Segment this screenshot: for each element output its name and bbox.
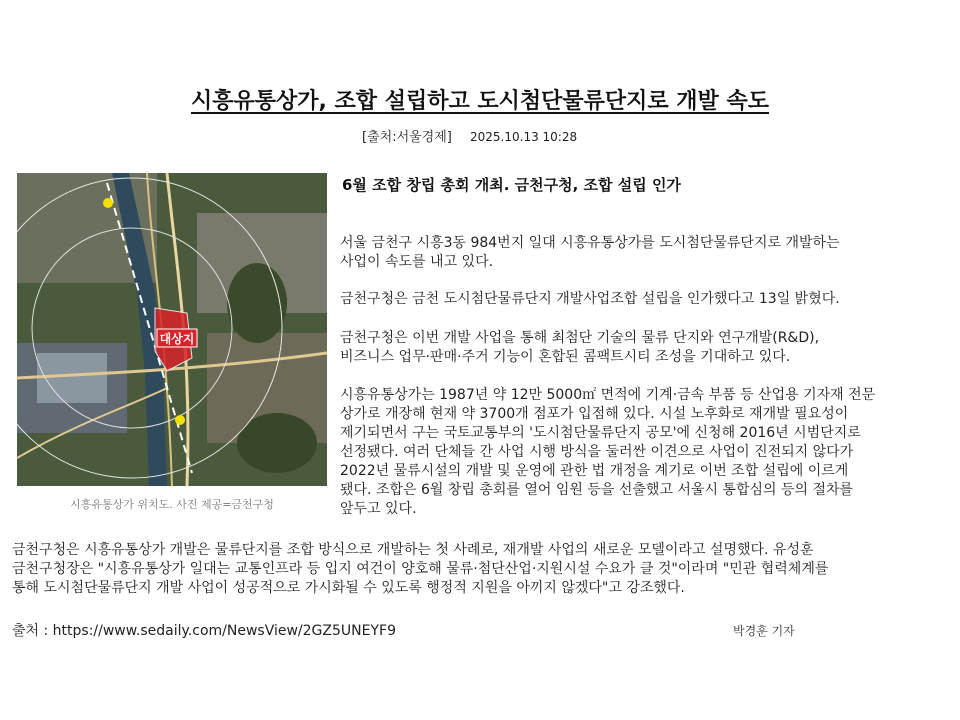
paragraph: 시흥유통상가는 1987년 약 12만 5000㎡ 면적에 기계·금속 부품 등 산업용 기자재 전문 상가로 개장해 현재 약 3700개 점포가 입점해 있다. 시설 노후화로 재개발 필요성이 제기되면서 구는 국토교통부의 '도시첨단물류단지 공모'에 신청해 2016년 시범단지로 선정됐다. 여러 단체들 간 사업 시행 방식을 둘러싼 이견으로 사업이 진전되지 않다가 2022년 물류시설의 개발 및 운영에 관한 법 개정을 계기로 이번 조합 설립에 이르게 됐다. 조합은 6월 창립 총회를 열어 임원 등을 선출했고 서울시 통합심의 등의 절차를 앞두고 있다. (340, 387, 876, 517)
paragraph: 금천구청은 금천 도시첨단물류단지 개발사업조합 설립을 인가했다고 13일 밝혔다. (340, 291, 840, 307)
article-meta (362, 126, 577, 145)
map-target-label: 대상지 (159, 332, 195, 346)
article-date: 2025.10.13 10:28 (470, 130, 578, 144)
article-subheadline: 6월 조합 창립 총회 개최. 금천구청, 조합 설립 인가 (342, 176, 681, 194)
reporter-name: 박경훈 기자 (733, 624, 795, 638)
article-source: [출처:서울경제] (362, 130, 452, 145)
source-link[interactable]: 출처 : https://www.sedaily.com/NewsView/2GZ5UNEYF9 (12, 623, 396, 639)
paragraph: 서울 금천구 시흥3동 984번지 일대 시흥유통상가를 도시첨단물류단지로 개발하는 사업이 속도를 내고 있다. (340, 235, 840, 270)
image-caption: 시흥유통상가 위치도. 사진 제공=금천구청 (70, 498, 274, 511)
location-map-image (17, 173, 327, 486)
closing-paragraph: 금천구청은 시흥유통상가 개발은 물류단지를 조합 방식으로 개발하는 첫 사례로, 재개발 사업의 새로운 모델이라고 설명했다. 유성훈 금천구청장은 "시흥유통상가 일대는 교통인프라 등 입지 여건이 양호해 물류·첨단산업·지원시설 수요가 클 것"이라며 "민관 협력체계를 통해 도시첨단물류단지 개발 사업이 성공적으로 가시화될 수 있도록 행정적 지원을 아끼지 않겠다"고 강조했다. (12, 542, 829, 596)
paragraph: 금천구청은 이번 개발 사업을 통해 최첨단 기술의 물류 단지와 연구개발(R&D), 비즈니스 업무·판매·주거 기능이 혼합된 콤팩트시티 조성을 기대하고 있다. (340, 330, 820, 365)
article-title: 시흥유통상가, 조합 설립하고 도시첨단물류단지로 개발 속도 (191, 89, 769, 114)
